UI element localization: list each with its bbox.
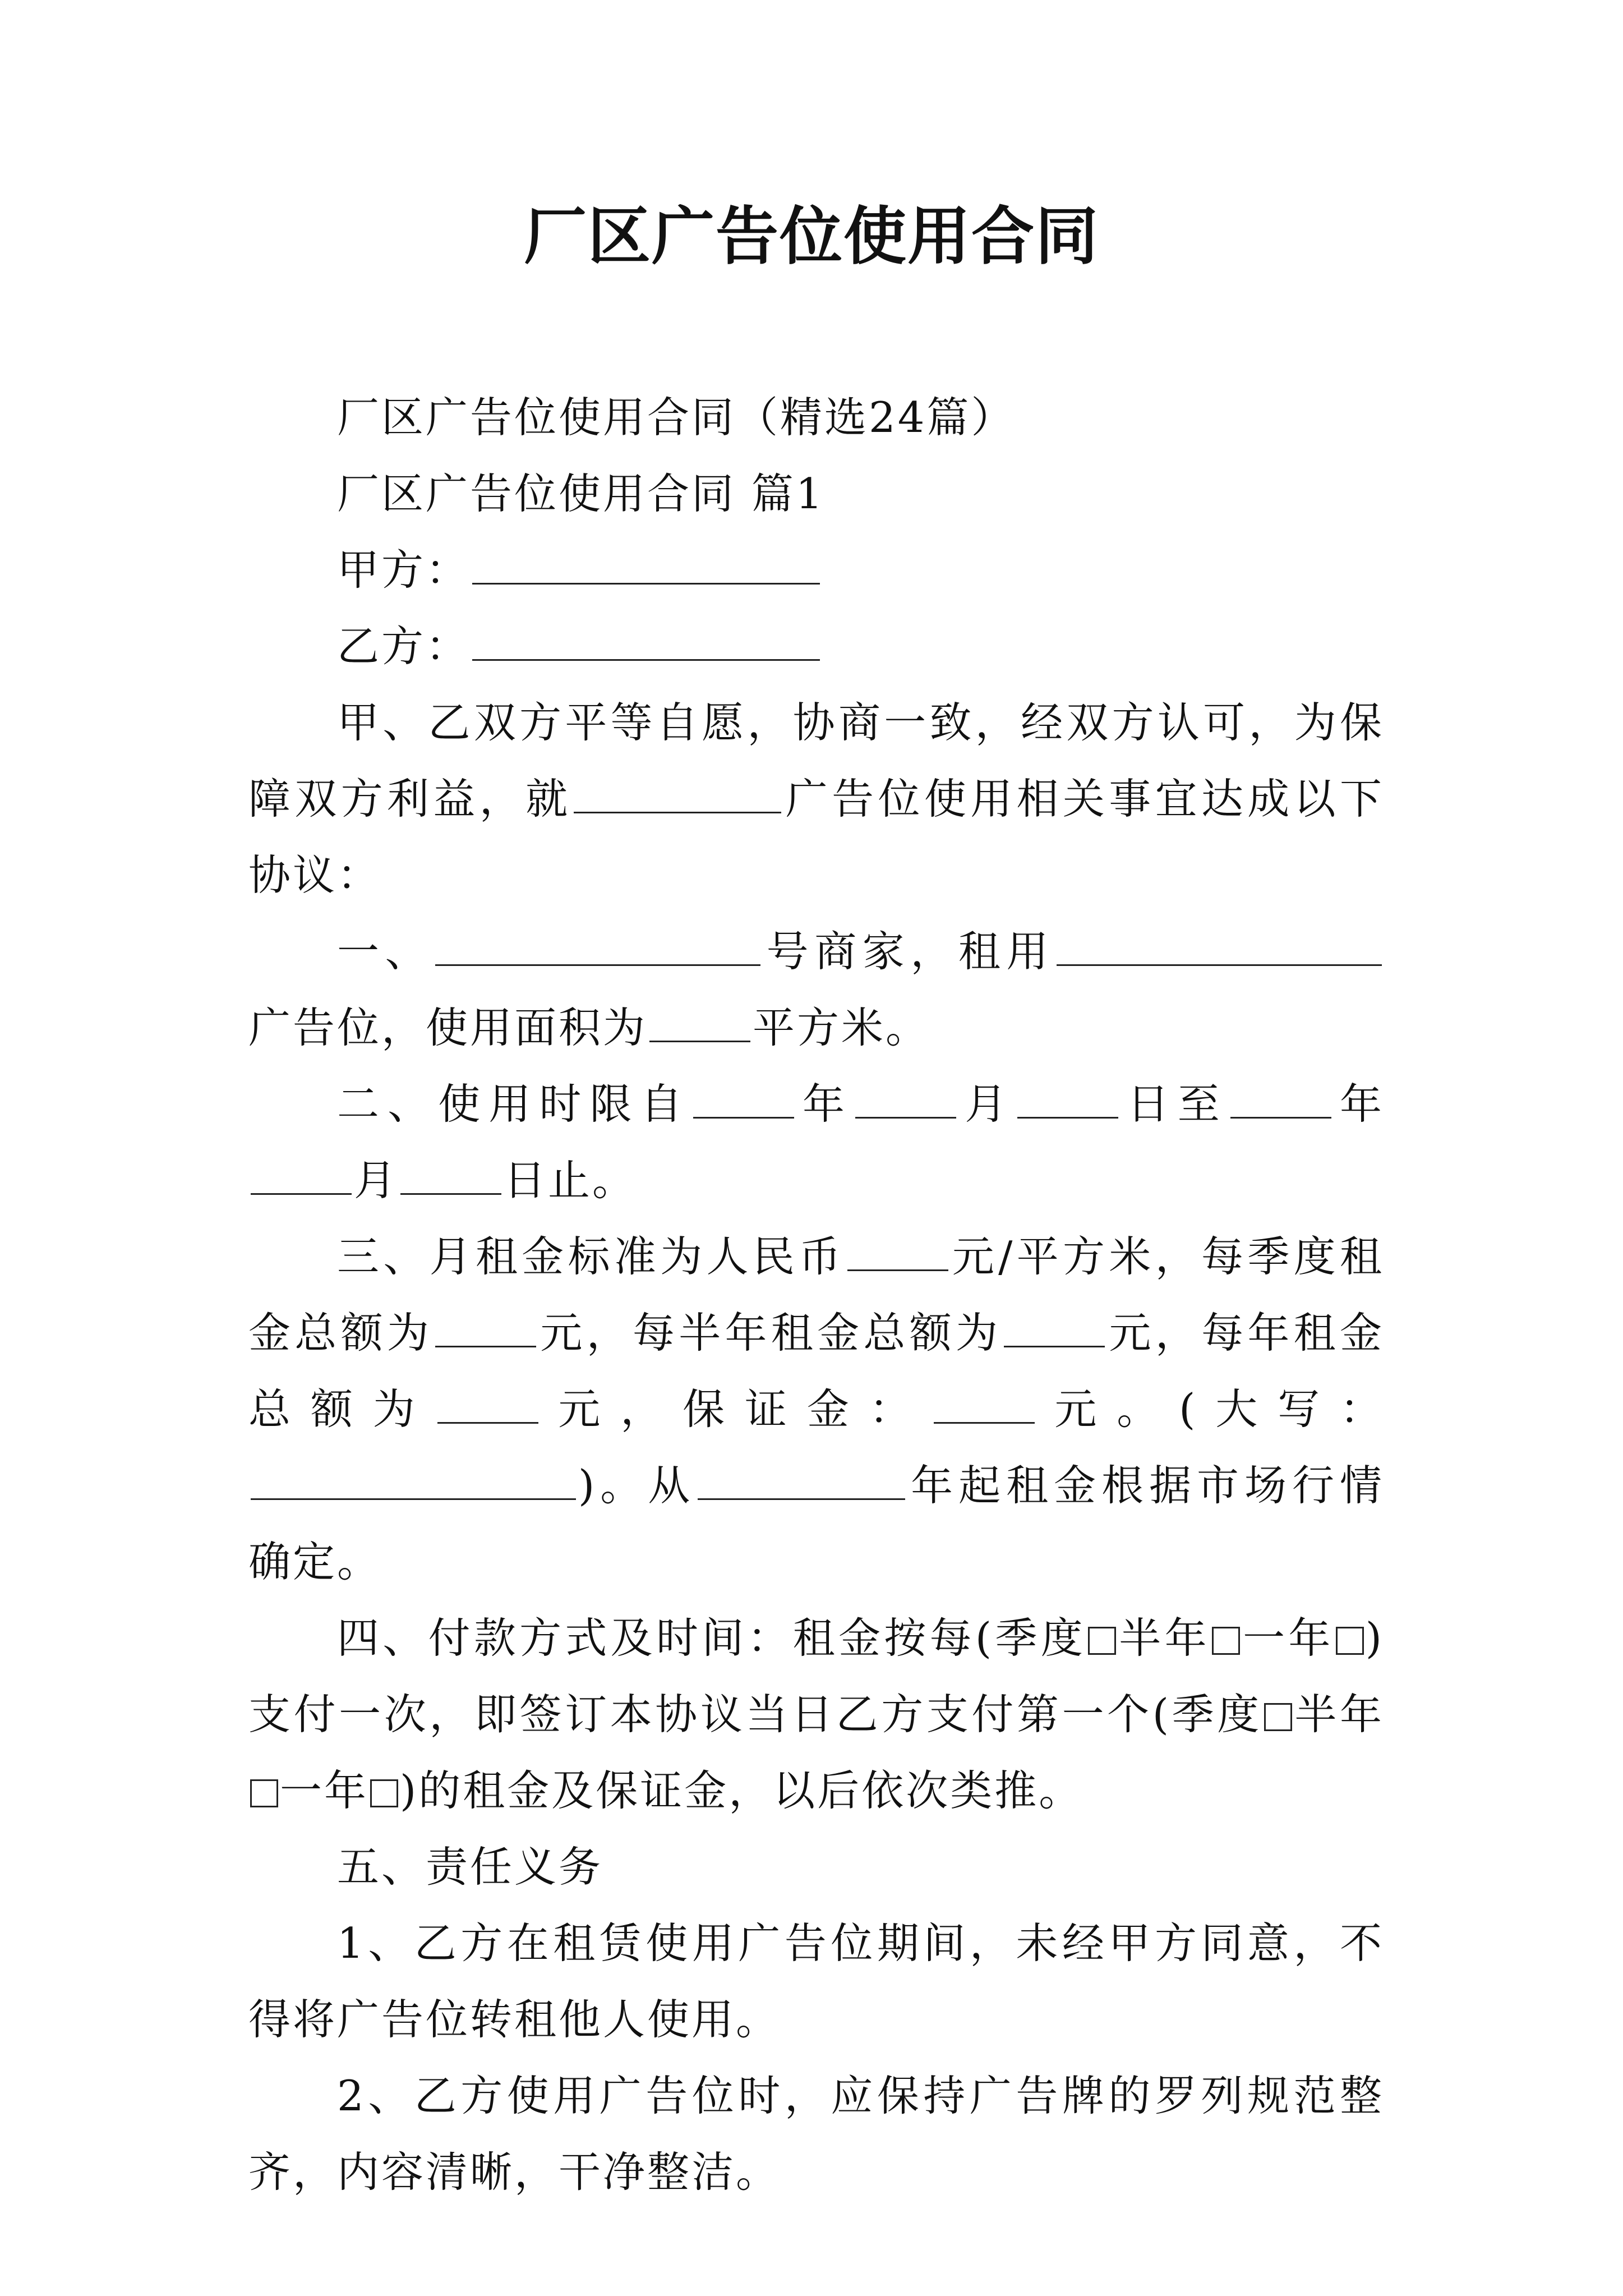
clause-4 (248, 1600, 1384, 1829)
clause-5-item-1: 1、乙方在租赁使用广告位期间，未经甲方同意，不得将广告位转租他人使用。 (248, 1918, 1384, 2044)
start-month-blank (855, 1079, 956, 1119)
clause-4-d: )支付一次，即签订本协议当日乙方支付第一个(季度 (248, 1613, 1384, 1739)
clause-3-c: 元，每半年租金总额为 (538, 1308, 1002, 1358)
checkbox-yearly (1336, 1627, 1364, 1655)
subtitle: 厂区广告位使用合同（精选24篇） (337, 393, 1016, 442)
party-b-label: 乙方： (337, 622, 471, 671)
clause-2-month: 月 (958, 1079, 1016, 1129)
clause-2-year2: 年 (1333, 1079, 1384, 1129)
intro-paragraph (248, 684, 1384, 913)
clause-4-a: 四、付款方式及时间：租金按每(季度 (337, 1613, 1087, 1663)
clause-1-a: 一、 (337, 927, 434, 976)
clause-4-g: )的租金及保证金，以后依次类推。 (400, 1766, 1083, 1815)
annual-total-blank (437, 1384, 538, 1424)
clause-3-g: )。从 (578, 1461, 696, 1510)
clause-4-e: 半年 (1293, 1690, 1384, 1739)
start-day-blank (1017, 1079, 1118, 1119)
clause-5-heading: 五、责任义务 (337, 1842, 603, 1892)
party-a-line (248, 532, 1384, 608)
clause-3-e: 元，保证金： (540, 1384, 932, 1434)
end-year-blank (1230, 1079, 1331, 1119)
quarterly-total-blank (435, 1308, 536, 1347)
clause-1-d: 平方米。 (753, 1003, 930, 1052)
clause-1-c: 广告位，使用面积为 (248, 1003, 648, 1052)
checkbox-first-half-year (250, 1779, 278, 1807)
clause-1 (248, 913, 1384, 1066)
clause-3-d: 元，每年租金总额为 (248, 1308, 1384, 1434)
clause-3-a: 三、月租金标准为人民币 (337, 1232, 845, 1281)
clause-5-item-2: 2、乙方使用广告位时，应保持广告牌的罗列规范整齐，内容清晰，干净整洁。 (248, 2071, 1384, 2197)
end-month-blank (251, 1155, 352, 1195)
half-year-total-blank (1004, 1308, 1105, 1347)
clause-2-month2: 月 (354, 1156, 399, 1205)
party-b-line (248, 608, 1384, 684)
clause-3-h: 年起租金根据市场行情确定。 (248, 1461, 1384, 1586)
part-heading: 厂区广告位使用合同 篇1 (337, 469, 825, 518)
start-year-blank (693, 1079, 794, 1119)
rent-review-year-blank (698, 1460, 905, 1500)
checkbox-first-quarterly (1264, 1703, 1292, 1731)
document-title: 厂区广告位使用合同 (524, 200, 1099, 273)
end-day-blank (400, 1155, 501, 1195)
clause-2-a: 二、使用时限自 (337, 1079, 691, 1129)
ad-space-blank (1057, 926, 1382, 966)
area-blank (649, 1002, 750, 1042)
intro-blank (574, 774, 781, 813)
clause-3 (248, 1218, 1384, 1600)
deposit-blank (934, 1384, 1035, 1424)
intro-text-1: 甲、乙双方平等自愿，协商一致，经双方认可，为保障双方利益，就 (248, 698, 1384, 823)
clause-2 (248, 1066, 1384, 1218)
checkbox-quarterly (1088, 1627, 1116, 1655)
clause-1-b: 号商家，租用 (763, 927, 1054, 976)
clause-4-f: 一年 (280, 1766, 369, 1815)
clause-4-c: 一年 (1241, 1613, 1334, 1663)
clause-3-f: 元。(大写： (1036, 1384, 1384, 1434)
party-a-label: 甲方： (337, 545, 471, 595)
party-b-blank (472, 621, 820, 661)
clause-2-year: 年 (796, 1079, 854, 1129)
party-a-blank (472, 545, 820, 585)
monthly-rent-blank (847, 1231, 948, 1271)
merchant-no-blank (435, 926, 760, 966)
amount-in-words-blank (251, 1460, 576, 1500)
clause-2-to: 日至 (1121, 1079, 1228, 1129)
clause-2-end: 日止。 (504, 1156, 637, 1205)
document-body (248, 379, 1384, 2210)
clause-4-b: 半年 (1118, 1613, 1210, 1663)
checkbox-half-year (1212, 1627, 1240, 1655)
clause-3-b: 元/平方米，每季度租金总额为 (248, 1232, 1384, 1358)
intro-text-2: 广告位使用相关事宜达成以下协议： (248, 774, 1384, 900)
checkbox-first-yearly (370, 1779, 398, 1807)
